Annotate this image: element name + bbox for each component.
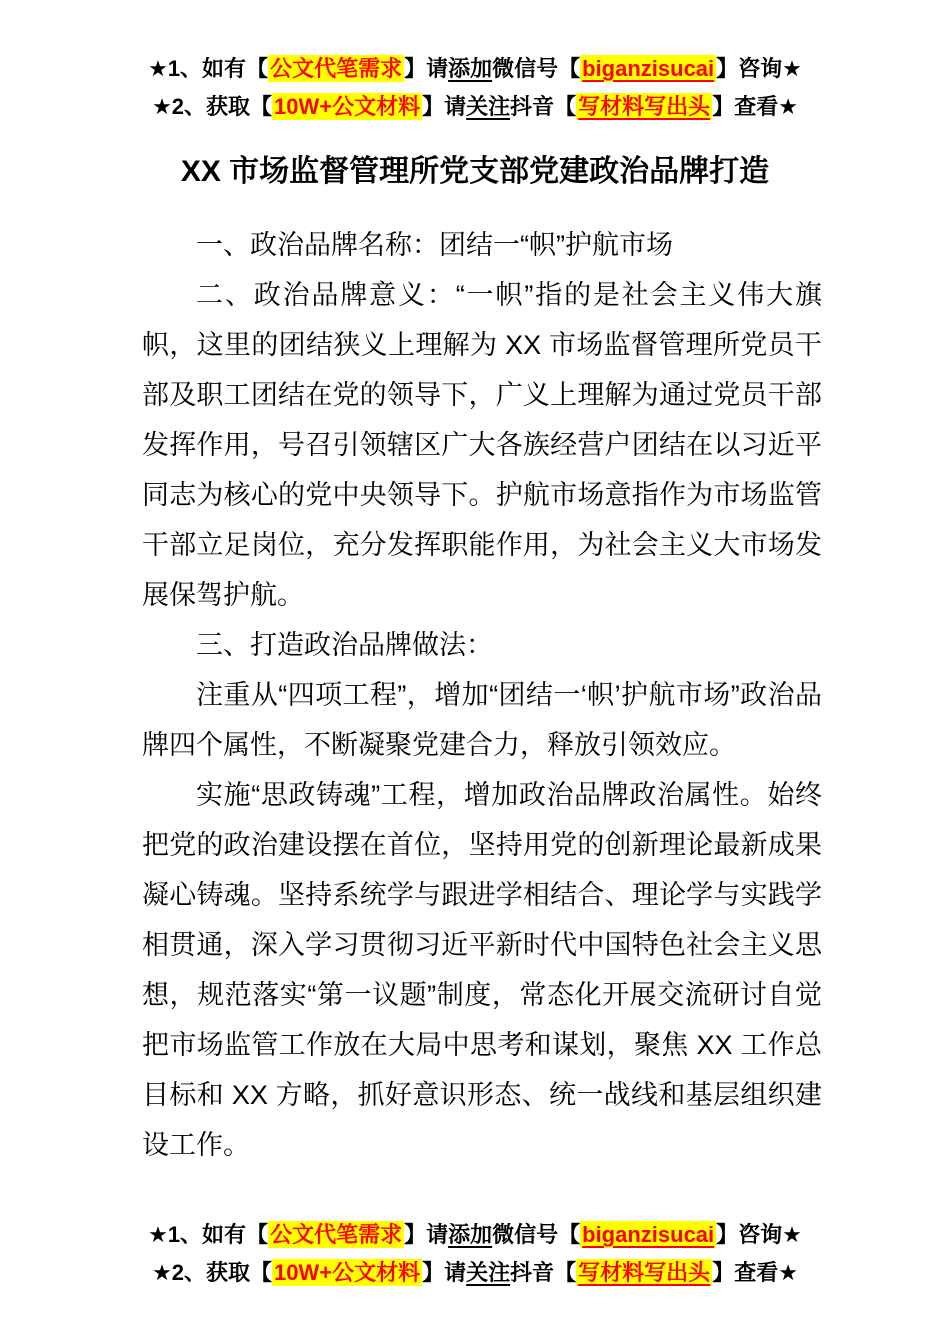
paragraph-methods-header: 三、打造政治品牌做法： bbox=[196, 630, 493, 660]
promo-underline-text: 添加 bbox=[448, 56, 493, 81]
promo-text: 】咨询★ bbox=[716, 1222, 802, 1247]
promo-douyin-id: 写材料写出头 bbox=[578, 1260, 711, 1285]
promo-highlight: 公文代笔需求 bbox=[270, 1222, 403, 1247]
promo-text: ★2、获取【 bbox=[152, 94, 273, 119]
paragraph-sizheng-zhuhun: 实施“思政铸魂”工程，增加政治品牌政治属性。始终把党的政治建设摆在首位，坚持用党的创新理论最新成果凝心铸魂。坚持系统学与跟进学相结合、理论学与实践学相贯通，深入学习贯彻习近平新时代中国特色社会主义思想，规范落实“第一议题”制度，常态化开展交流研讨自觉把市场监管工作放在大局中思考和谋划，聚焦 XX 工作总目标和 XX 方略，抓好意识形态、统一战线和基层组织建设工作。 bbox=[142, 780, 822, 1160]
promo-text: 】请 bbox=[422, 1260, 467, 1285]
promo-text: 】请 bbox=[422, 94, 467, 119]
promo-text: ★1、如有【 bbox=[148, 56, 269, 81]
promo-text: 微信号【 bbox=[492, 56, 581, 81]
promo-text: 】查看★ bbox=[712, 94, 798, 119]
promo-text: 微信号【 bbox=[492, 1222, 581, 1247]
promo-highlight: 公文代笔需求 bbox=[270, 56, 403, 81]
promo-text: 抖音【 bbox=[510, 1260, 577, 1285]
paragraph-brand-name: 一、政治品牌名称：团结一“帜”护航市场 bbox=[196, 230, 673, 260]
page-title: XX 市场监督管理所党支部党建政治品牌打造 bbox=[180, 155, 770, 188]
promo-text: 】查看★ bbox=[712, 1260, 798, 1285]
promo-text: 】咨询★ bbox=[716, 56, 802, 81]
promo-text: ★2、获取【 bbox=[152, 1260, 273, 1285]
promo-line-1 bbox=[0, 50, 950, 88]
promo-highlight: 10W+公文材料 bbox=[274, 1260, 421, 1285]
promo-wechat-id: biganzisucai bbox=[582, 56, 715, 81]
promo-underline-text: 关注 bbox=[466, 94, 511, 119]
promo-line-2 bbox=[0, 88, 950, 126]
promo-line-1 bbox=[0, 1216, 950, 1254]
promo-text: 】请 bbox=[404, 56, 449, 81]
promo-wechat-id: biganzisucai bbox=[582, 1222, 715, 1247]
promo-banner-top bbox=[0, 0, 950, 126]
promo-text: ★1、如有【 bbox=[148, 1222, 269, 1247]
promo-text: 】请 bbox=[404, 1222, 449, 1247]
promo-line-2 bbox=[0, 1254, 950, 1292]
promo-highlight: 10W+公文材料 bbox=[274, 94, 421, 119]
document-body bbox=[142, 220, 822, 1170]
promo-text: 抖音【 bbox=[510, 94, 577, 119]
promo-banner-bottom bbox=[0, 1216, 950, 1292]
promo-underline-text: 关注 bbox=[466, 1260, 511, 1285]
promo-underline-text: 添加 bbox=[448, 1222, 493, 1247]
paragraph-brand-meaning: 二、政治品牌意义：“一帜”指的是社会主义伟大旗帜，这里的团结狭义上理解为 XX 市场监督管理所党员干部及职工团结在党的领导下，广义上理解为通过党员干部发挥作用，号召引领辖区广大各族经营户团结在以习近平同志为核心的党中央领导下。护航市场意指作为市场监管干部立足岗位，充分发挥职能作用，为社会主义大市场发展保驾护航。 bbox=[142, 280, 822, 610]
paragraph-four-projects: 注重从“四项工程”，增加“团结一‘帜’护航市场”政治品牌四个属性，不断凝聚党建合力，释放引领效应。 bbox=[142, 680, 822, 760]
promo-douyin-id: 写材料写出头 bbox=[578, 94, 711, 119]
